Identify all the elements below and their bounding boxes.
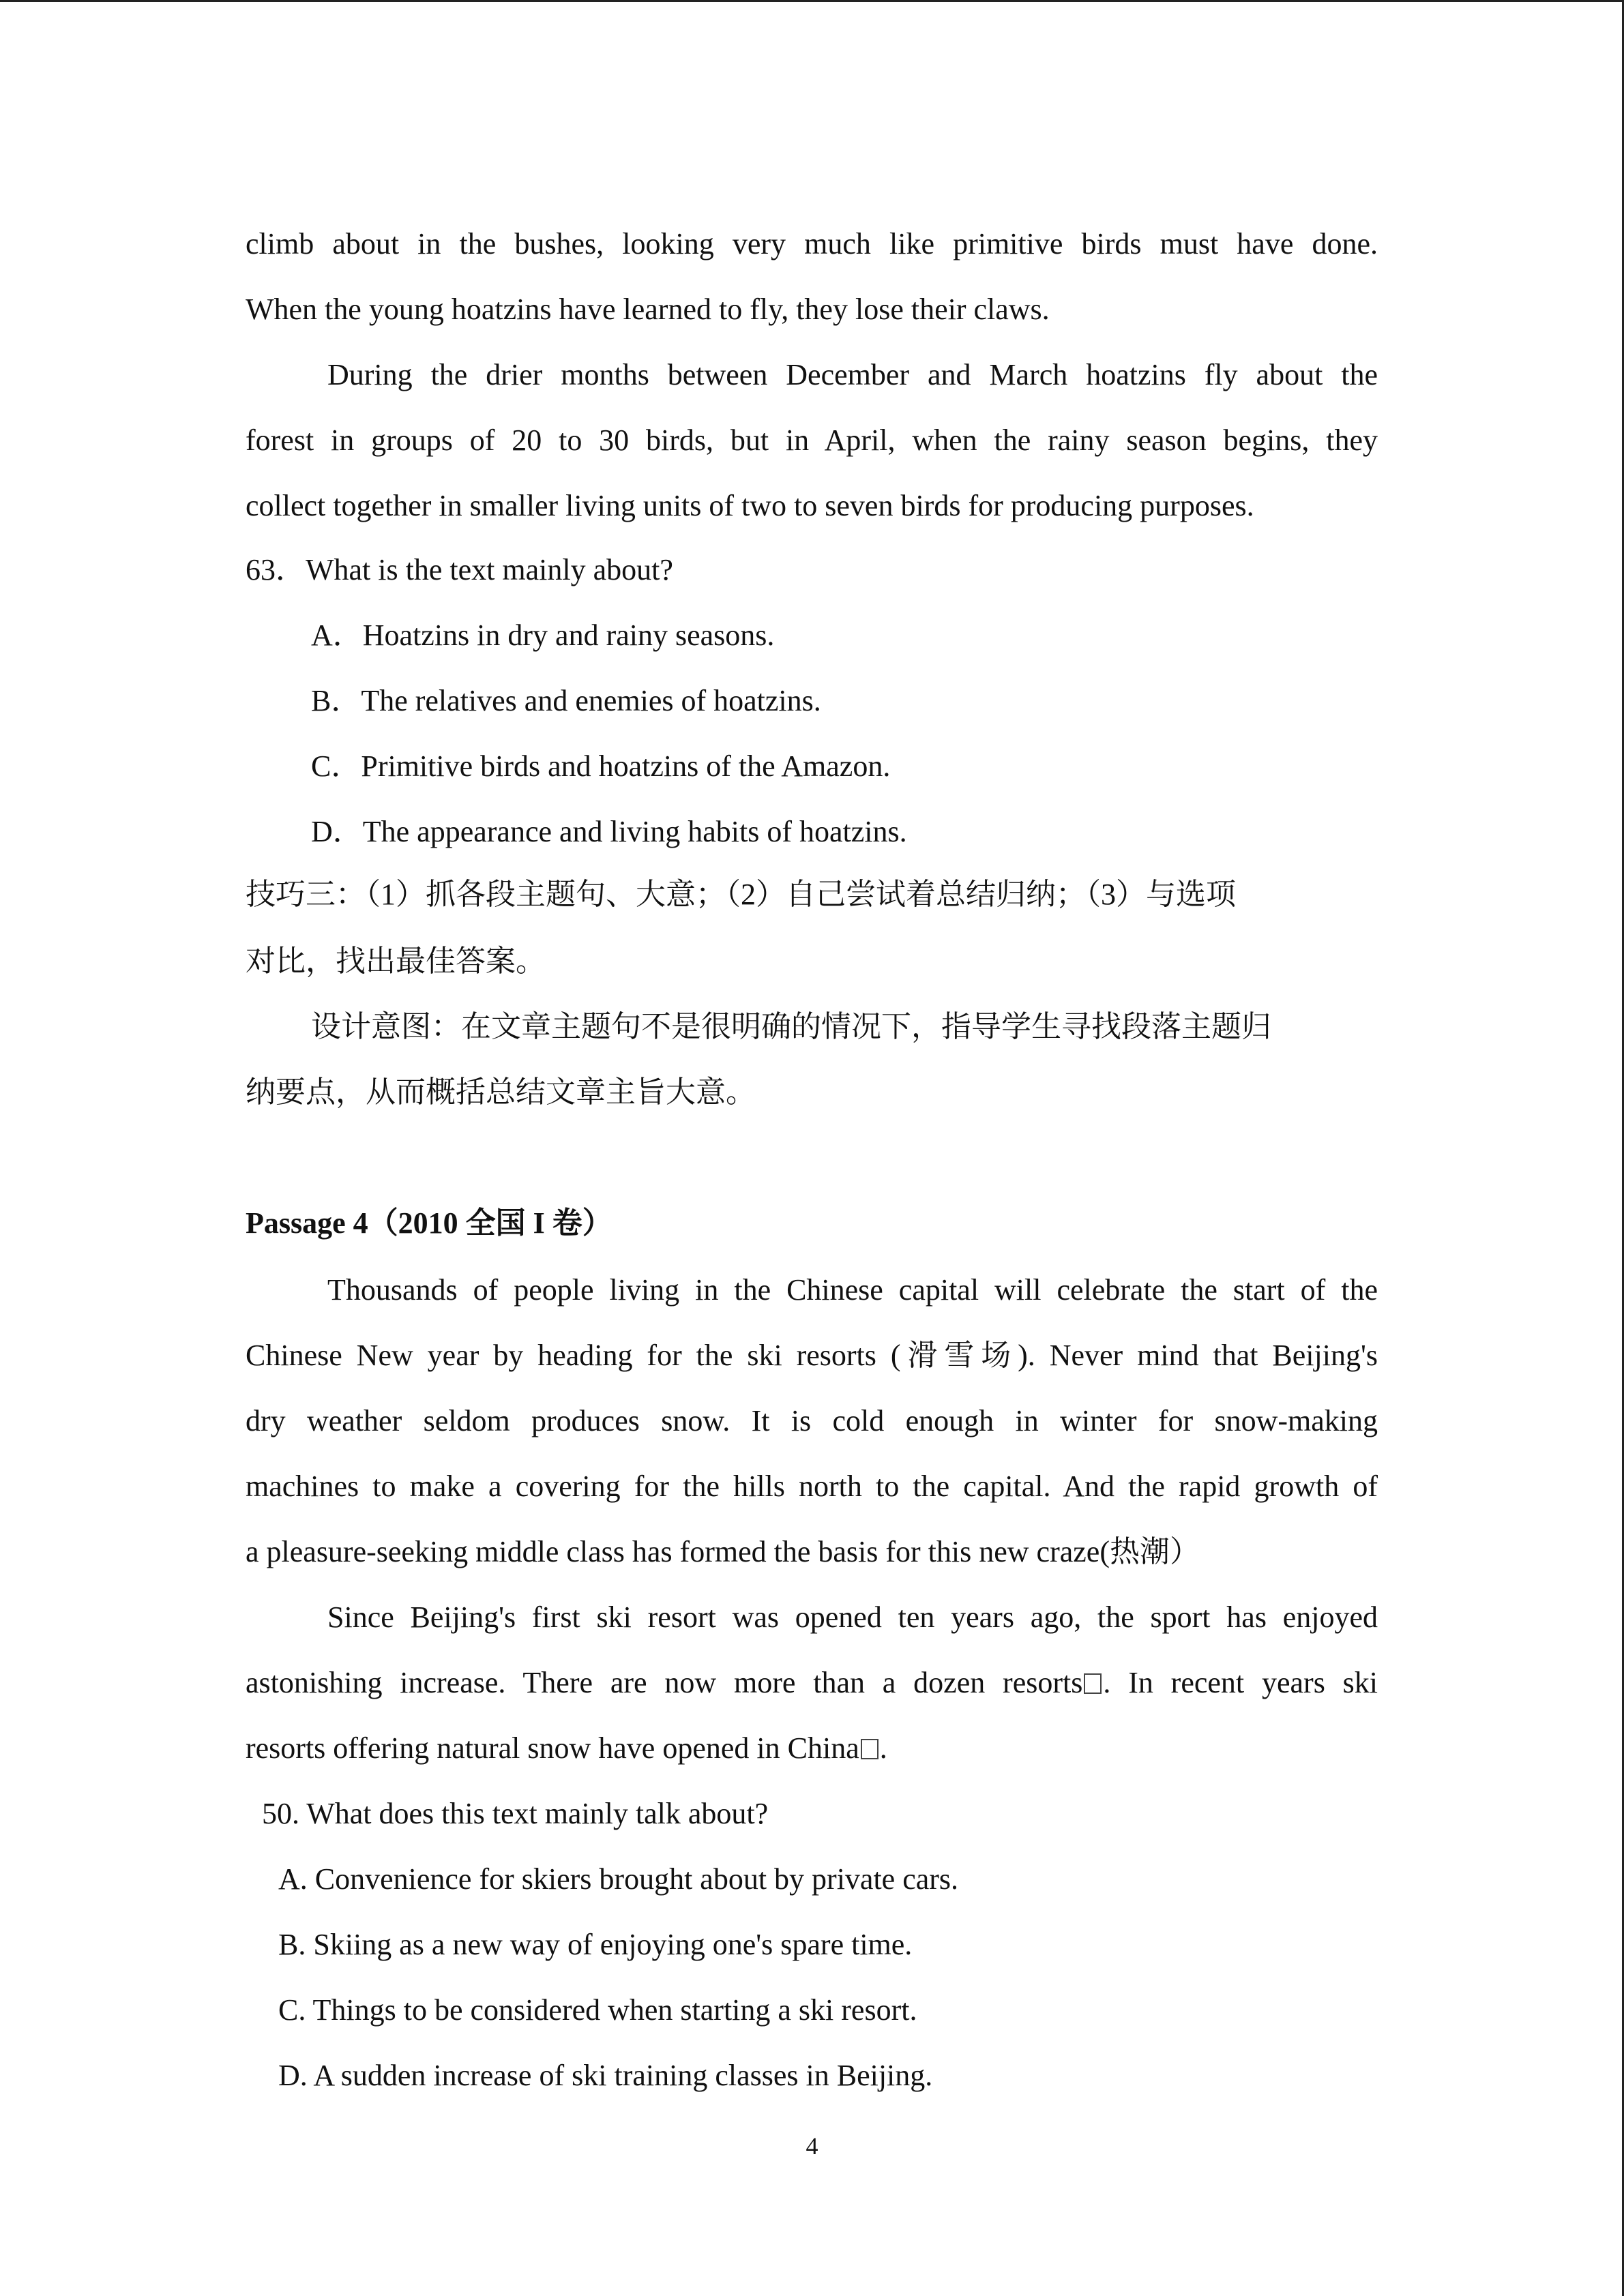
passage4-text-segment: . xyxy=(879,1731,887,1765)
passage3-line: When the young hoatzins have learned to fly, they lose their claws. xyxy=(246,293,1050,326)
passage4-paragraph-line xyxy=(246,1729,887,1768)
question-63-option-d: D．The appearance and living habits of hoatzins. xyxy=(311,815,907,848)
passage4-paragraph-line: Since Beijing's first ski resort was opened ten years ago, the sport has enjoyed xyxy=(327,1600,1378,1634)
passage4-paragraph-line xyxy=(246,1664,1378,1702)
page-top-border xyxy=(0,0,1624,2)
passage-4-heading: Passage 4（2010 全国 I 卷） xyxy=(246,1206,612,1240)
question-63-option-a: A．Hoatzins in dry and rainy seasons. xyxy=(311,618,775,652)
question-50-option-c: C. Things to be considered when starting a ski resort. xyxy=(278,1993,917,2027)
missing-glyph-box xyxy=(861,1739,879,1759)
design-intent-line: 设计意图：在文章主题句不是很明确的情况下，指导学生寻找段落主题归 xyxy=(311,1010,1271,1043)
tip-3-line: 对比，找出最佳答案。 xyxy=(246,944,546,978)
page-number: 4 xyxy=(806,2132,818,2160)
passage4-paragraph-line: a pleasure-seeking middle class has formed the basis for this new craze(热潮） xyxy=(246,1535,1200,1568)
passage4-paragraph-line: machines to make a covering for the hills north to the capital. And the rapid growth of xyxy=(246,1470,1378,1503)
passage4-text-segment: . In recent years ski xyxy=(1103,1666,1378,1699)
question-50-option-b: B. Skiing as a new way of enjoying one's spare time. xyxy=(278,1928,913,1961)
passage3-paragraph-line: forest in groups of 20 to 30 birds, but in April, when the rainy season begins, they xyxy=(246,423,1378,457)
design-intent-line: 纳要点，从而概括总结文章主旨大意。 xyxy=(246,1075,756,1109)
tip-3-line: 技巧三：（1）抓各段主题句、大意；（2）自己尝试着总结归纳；（3）与选项 xyxy=(246,878,1236,911)
question-63-option-b: B．The relatives and enemies of hoatzins. xyxy=(311,684,821,717)
passage4-paragraph-line: Chinese New year by heading for the ski resorts (滑雪场). Never mind that Beijing's xyxy=(246,1339,1378,1372)
passage4-paragraph-line: Thousands of people living in the Chinese capital will celebrate the start of the xyxy=(327,1273,1378,1307)
passage3-line: climb about in the bushes, looking very much like primitive birds must have done. xyxy=(246,227,1378,260)
question-63-stem: 63．What is the text mainly about? xyxy=(246,553,673,586)
passage3-paragraph-line: During the drier months between December and March hoatzins fly about the xyxy=(327,358,1378,391)
passage3-paragraph-line: collect together in smaller living units of two to seven birds for producing purposes. xyxy=(246,489,1254,522)
passage4-text-segment: astonishing increase. There are now more than a dozen resorts xyxy=(246,1666,1083,1699)
passage4-text-segment: resorts offering natural snow have opened in China xyxy=(246,1731,859,1765)
question-63-option-c: C．Primitive birds and hoatzins of the Amazon. xyxy=(311,749,891,783)
question-50-option-d: D. A sudden increase of ski training classes in Beijing. xyxy=(278,2059,933,2092)
question-50-option-a: A. Convenience for skiers brought about by private cars. xyxy=(278,1862,959,1896)
passage4-paragraph-line: dry weather seldom produces snow. It is cold enough in winter for snow-making xyxy=(246,1404,1378,1437)
missing-glyph-box xyxy=(1084,1673,1102,1694)
question-50-stem: 50. What does this text mainly talk about? xyxy=(262,1797,769,1830)
